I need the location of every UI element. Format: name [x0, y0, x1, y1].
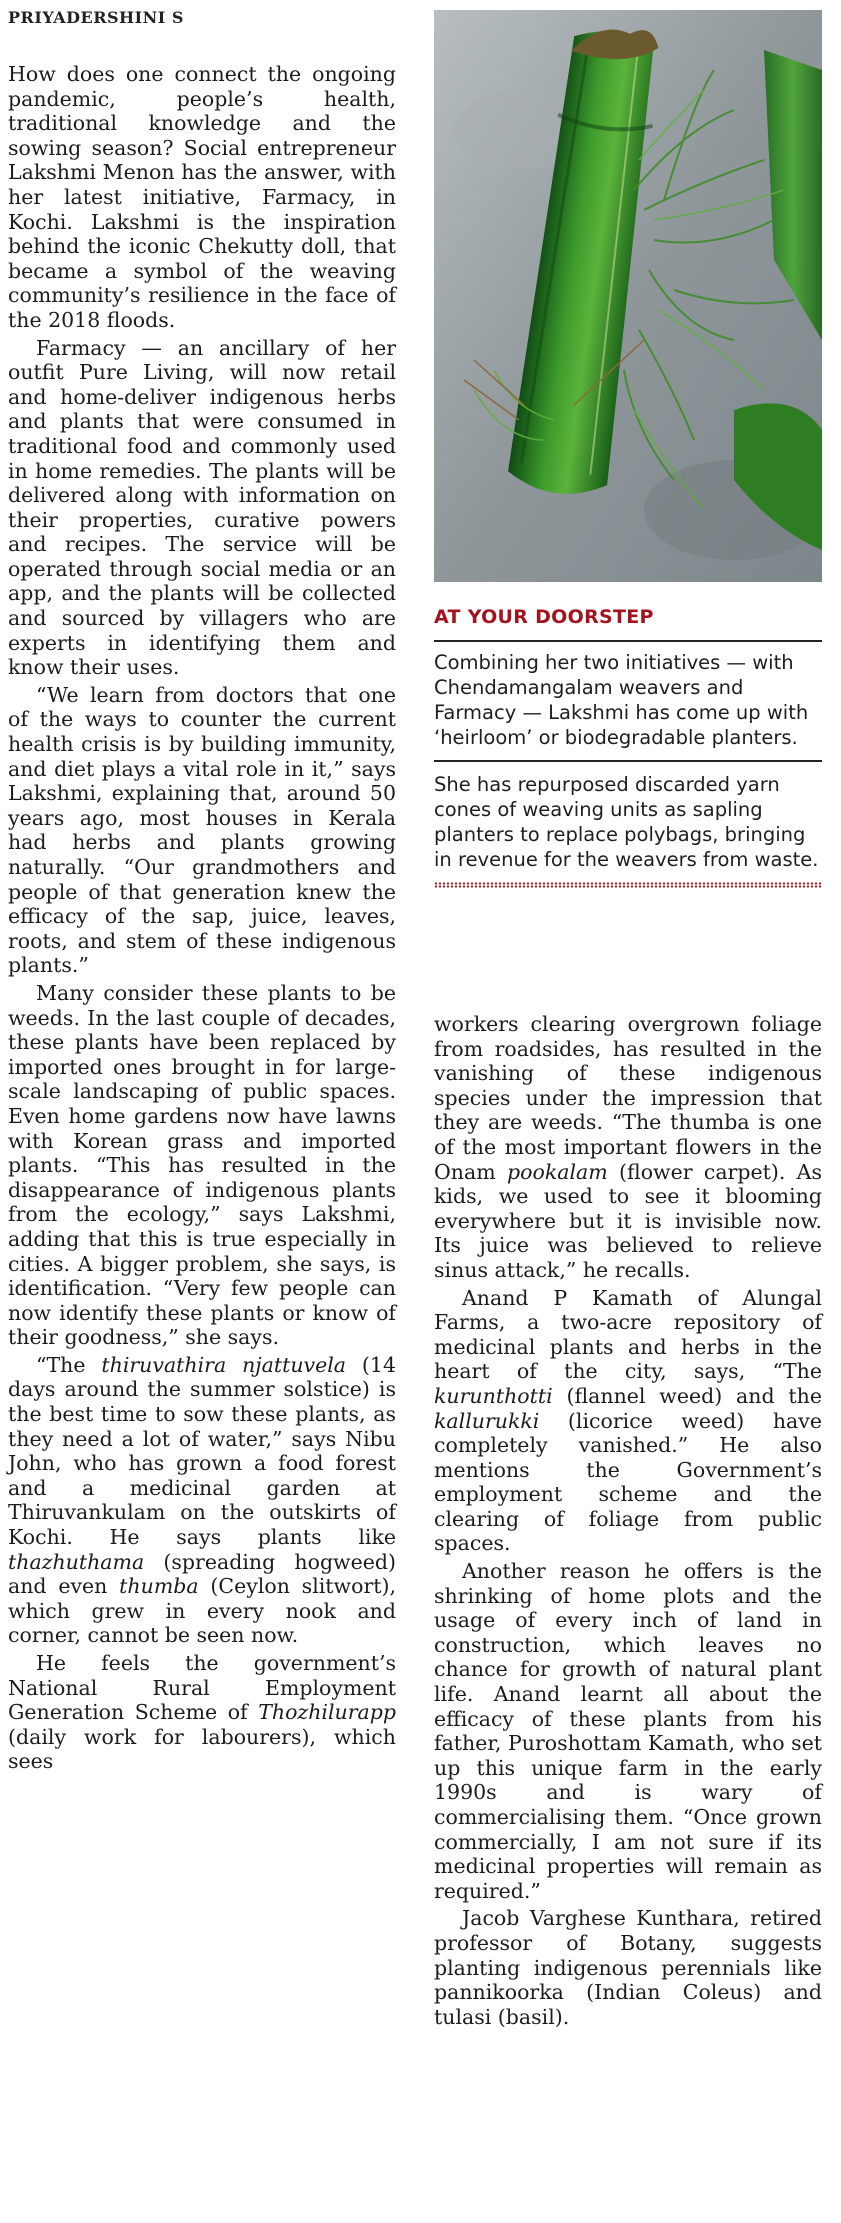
text-run: Another reason he offers is the shrinking of home plots and the usage of every inch of land in construction, which leaves no chance for growth of natural plant life. Anand learnt all about the efficacy of these plants from his father, Puroshottam Kamath, who set up this unique farm in the early 1990s and is wary of commercialising them. “Once grown commercially, I am not sure if its medicinal properties will remain as required.”	[434, 1559, 822, 1903]
sidebar-item-2: She has repurposed discarded yarn cones of weaving units as sapling planters to replace polybags, bringing in revenue for the weavers from waste.	[434, 773, 819, 871]
italic-term: Thozhilurapp	[258, 1700, 396, 1725]
italic-term: thumba	[119, 1574, 199, 1599]
italic-term: thiruvathira njattuvela	[101, 1352, 347, 1377]
text-run: workers clearing overgrown foliage from roadsides, has resulted in the vanishing of these indigenous species under the impression that they are weeds. “The thumba is one of the most important flowers in the Onam	[434, 1012, 822, 1184]
italic-term: kallurukki	[434, 1408, 540, 1433]
sidebar-divider	[434, 760, 822, 762]
article-paragraph	[8, 336, 396, 680]
article-paragraph	[8, 1651, 396, 1774]
italic-term: kurunthotti	[434, 1383, 553, 1408]
text-run: “We learn from doctors that one of the ways to counter the current health crisis is by building immunity, and diet plays a vital role in it,” says Lakshmi, explaining that, around 50 years ago, most houses in Kerala had herbs and plants growing naturally. “Our grandmothers and people of that generation knew the efficacy of the sap, juice, leaves, roots, and stem of these indigenous plants.”	[8, 682, 396, 978]
italic-term: thazhuthama	[8, 1549, 145, 1574]
article-body-right-column	[434, 1012, 822, 2032]
text-run: (flower carpet). As kids, we used to see it blooming everywhere but it is invisible now. Its juice was believed to relieve sinus attack,” he recalls.	[434, 1159, 823, 1282]
text-run: “The	[36, 1352, 102, 1377]
sidebar-heading: AT YOUR DOORSTEP	[434, 606, 654, 628]
text-run: Anand P Kamath of Alungal Farms, a two-acre repository of medicinal plants and herbs in the heart of the city, says, “The	[434, 1285, 822, 1384]
text-run: Many consider these plants to be weeds. In the last couple of decades, these plants have been replaced by imported ones brought in for large-scale landscaping of public spaces. Even home gardens now have lawns with Korean grass and imported plants. “This has resulted in the disappearance of indigenous plants from the ecology,” says Lakshmi, adding that this is true especially in cities. A bigger problem, she says, is identification. “Very few people can now identify these plants or know of their goodness,” she says.	[8, 980, 396, 1350]
byline: PRIYADERSHINI S	[8, 8, 184, 27]
article-paragraph	[434, 1906, 822, 2029]
article-body-left-column	[8, 62, 396, 1777]
sidebar-dotted-rule	[434, 882, 822, 888]
text-run: (Ceylon slitwort), which grew in every nook and corner, cannot be seen now.	[8, 1574, 396, 1648]
italic-term: pookalam	[507, 1159, 608, 1184]
text-run: He feels the government’s National Rural Employment Generation Scheme of	[8, 1651, 396, 1725]
sidebar-box	[434, 640, 822, 888]
text-run: (licorice weed) have completely vanished.” He also mentions the Government’s employment scheme and the clearing of foliage from public spaces.	[434, 1408, 822, 1556]
sidebar-top-rule	[434, 640, 822, 642]
text-run: (daily work for labourers), which sees	[8, 1724, 396, 1774]
article-paragraph	[8, 683, 396, 978]
article-paragraph	[434, 1286, 822, 1557]
article-photo	[434, 10, 822, 582]
text-run: How does one connect the ongoing pandemic, people’s health, traditional knowledge and the sowing season? Social entrepreneur Lakshmi Menon has the answer, with her latest initiative, Farmacy, in Kochi. Lakshmi is the inspiration behind the iconic Chekutty doll, that became a symbol of the weaving community’s resilience in the face of the 2018 floods.	[8, 62, 396, 332]
text-run: Farmacy — an ancillary of her outfit Pure Living, will now retail and home-deliver indigenous herbs and plants that were consumed in traditional food and commonly used in home remedies. The plants will be delivered along with information on their properties, curative powers and recipes. The service will be operated through social media or an app, and the plants will be collected and sourced by villagers who are experts in identifying them and know their uses.	[8, 335, 396, 680]
text-run: (14 days around the summer solstice) is the best time to sow these plants, as they need a lot of water,” says Nibu John, who has grown a food forest and a medicinal garden at Thiruvankulam on the outskirts of Kochi. He says plants like	[8, 1352, 396, 1550]
text-run: Jacob Varghese Kunthara, retired professor of Botany, suggests planting indigenous perennials like pannikoorka (Indian Coleus) and tulasi (basil).	[434, 1906, 822, 2029]
article-paragraph	[8, 62, 396, 333]
article-paragraph	[434, 1012, 822, 1283]
text-run: (spreading hogweed) and even	[8, 1549, 396, 1599]
banana-leaf-planter-image	[434, 10, 822, 582]
article-paragraph	[8, 1353, 396, 1648]
text-run: (flannel weed) and the	[552, 1383, 822, 1408]
article-paragraph	[434, 1559, 822, 1903]
sidebar-item-1: Combining her two initiatives — with Chendamangalam weavers and Farmacy — Lakshmi has come up with ‘heirloom’ or biodegradable planters.	[434, 651, 809, 749]
article-paragraph	[8, 981, 396, 1350]
